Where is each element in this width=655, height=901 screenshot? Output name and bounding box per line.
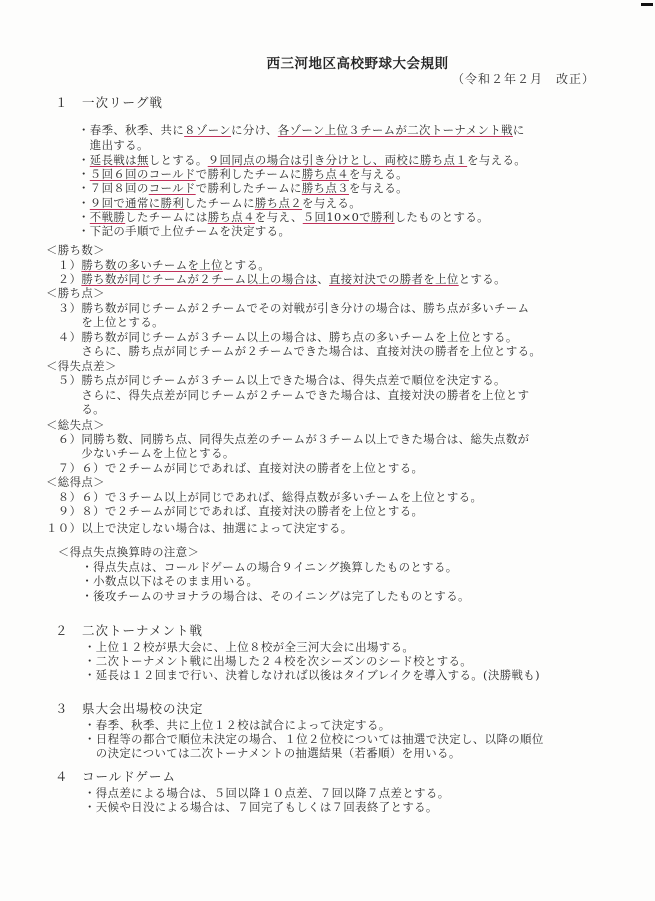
text-segment: ・後攻チームのサヨナラの場合は、そのイニングは完了したものとする。: [46, 589, 470, 603]
text-segment: ・: [78, 167, 90, 181]
text-segment: 少ないチームを上位とする。: [46, 446, 235, 460]
scan-corner-mark: [641, 3, 653, 6]
ranking-rule-line: [46, 545, 199, 559]
text-segment: を与える。: [302, 196, 362, 210]
ranking-rule-line: [46, 589, 470, 603]
underlined-text: 延長戦は無: [89, 153, 149, 167]
text-segment: ＜得点失点換算時の注意＞: [46, 545, 200, 559]
text-segment: ・春季、秋季、共に: [78, 123, 185, 137]
section-3-line: ・日程等の都合で順位未決定の場合、１位２位校については抽選で決定し、以降の順位: [84, 732, 544, 746]
text-segment: ８）６）で３チーム以上が同じであれば、総得点数が多いチームを上位とする。: [46, 490, 483, 504]
section-3-line: の決定については二次トーナメントの抽選結果（若番順）を用いる。: [84, 746, 461, 760]
underlined-text: 勝ち点３: [301, 181, 349, 195]
text-segment: ７）６）で２チームが同じであれば、直接対決の勝者を上位とする。: [46, 461, 424, 475]
underlined-text: 各ゾーン上位３チームが二次トーナメント戦: [277, 123, 513, 137]
text-segment: ＜勝ち数＞: [46, 243, 105, 257]
section-1-line: [78, 153, 526, 167]
section-1-line: [78, 224, 290, 238]
underlined-text: ５回６回のコールド: [89, 167, 196, 181]
section-3-heading: ３ 県大会出場校の決定: [55, 701, 204, 716]
section-2-heading: ２ 二次トーナメント戦: [55, 623, 204, 638]
ranking-rule-line: [46, 402, 105, 416]
text-segment: ６）同勝ち数、同勝ち点、同得失点差のチームが３チーム以上できた場合は、総失点数が: [46, 432, 530, 446]
text-segment: ・: [78, 196, 90, 210]
text-segment: ＜総失点＞: [46, 418, 105, 432]
ranking-rule-line: [46, 432, 529, 446]
underlined-text: 勝ち点４: [207, 210, 255, 224]
section-2-line: ・延長は１２回まで行い、決着しなければ以後はタイブレイクを導入する。(決勝戦も): [84, 668, 540, 682]
ranking-rule-line: [46, 504, 423, 518]
text-segment: ・得点失点は、コールドゲームの場合９イニング換算したものとする。: [46, 560, 458, 574]
ranking-rule-line: [46, 521, 353, 535]
text-segment: １０）以上で決定しない場合は、抽選によって決定する。: [46, 521, 353, 535]
ranking-rule-line: [46, 344, 541, 358]
text-segment: ２）: [46, 272, 82, 286]
underlined-text: ９回同点の場合は引き分けとし、両校に勝ち点１: [207, 153, 468, 167]
text-segment: で勝利したチームに: [195, 181, 302, 195]
ranking-rule-line: [46, 301, 529, 315]
text-segment: さらに、勝ち点が同じチームが２チームできた場合は、直接対決の勝者を上位とする。: [46, 344, 542, 358]
section-1-line: [78, 210, 489, 224]
ranking-rule-line: [46, 461, 423, 475]
section-1-line: [78, 196, 361, 210]
text-segment: ４）勝ち数が同じチームが３チーム以上の場合は、勝ち点の多いチームを上位とする。: [46, 330, 518, 344]
text-segment: さらに、得失点差が同じチームが２チームできた場合は、直接対決の勝者を上位とす: [46, 388, 530, 402]
text-segment: を与える。: [348, 181, 408, 195]
text-segment: したチームには: [125, 210, 208, 224]
ranking-rule-line: [46, 373, 506, 387]
underlined-text: 勝ち点４: [301, 167, 349, 181]
text-segment: に: [512, 123, 525, 137]
ranking-rule-line: [46, 258, 270, 272]
text-segment: 、: [317, 272, 329, 286]
underlined-text: ５回10×0で勝利: [302, 210, 395, 224]
ranking-rule-line: [46, 315, 164, 329]
text-segment: ＜勝ち点＞: [46, 286, 105, 300]
ranking-rule-line: [46, 574, 258, 588]
text-segment: したものとする。: [394, 210, 489, 224]
ranking-rule-line: [46, 286, 105, 300]
ranking-rule-line: [46, 388, 529, 402]
section-1-line: [78, 181, 408, 195]
text-segment: を与える。: [348, 167, 408, 181]
underlined-text: コールド: [148, 181, 196, 195]
underlined-text: 勝ち数の多いチームを上位: [81, 258, 223, 272]
text-segment: を与える。: [467, 153, 527, 167]
ranking-rule-line: [46, 243, 105, 257]
text-segment: 進出する。: [78, 138, 149, 152]
underlined-text: 不戦勝: [89, 210, 126, 224]
ranking-rule-line: [46, 330, 518, 344]
text-segment: ・７回８回の: [78, 181, 149, 195]
text-segment: を上位とする。: [46, 315, 164, 329]
text-segment: とする。: [222, 258, 271, 272]
underlined-text: ８ゾーン: [184, 123, 232, 137]
section-4-heading: ４ コールドゲーム: [55, 769, 177, 784]
section-2-line: ・上位１２校が県大会に、上位８校が全三河大会に出場する。: [84, 640, 415, 654]
underlined-text: 勝ち数が同じチームが２チーム以上の場合は: [81, 272, 318, 286]
text-segment: ・下記の手順で上位チームを決定する。: [78, 224, 291, 238]
section-2-line: ・二次トーナメント戦に出場した２４校を次シーズンのシード校とする。: [84, 654, 473, 668]
underlined-text: ９回で通常に勝利: [89, 196, 185, 210]
section-1-heading: １ 一次リーグ戦: [55, 95, 164, 110]
text-segment: したチームに: [184, 196, 255, 210]
text-segment: ３）勝ち数が同じチームが２チームでその対戦が引き分けの場合は、勝ち点が多いチーム: [46, 301, 530, 315]
section-3-line: ・春季、秋季、共に上位１２校は試合によって決定する。: [84, 718, 391, 732]
ranking-rule-line: [46, 418, 105, 432]
section-1-line: [78, 138, 149, 152]
underlined-text: 勝ち点２: [254, 196, 303, 210]
text-segment: とする。: [458, 272, 506, 286]
text-segment: る。: [46, 402, 105, 416]
section-1-line: [78, 123, 525, 137]
document-title: 西三河地区高校野球大会規則: [266, 56, 449, 72]
underlined-text: 直接対決での勝者を上位: [329, 272, 459, 286]
section-4-line: ・得点差による場合は、５回以降１０点差、７回以降７点差とする。: [84, 786, 450, 800]
text-segment: に分け、: [231, 123, 278, 137]
text-segment: しとする。: [148, 153, 208, 167]
text-segment: を与え、: [254, 210, 303, 224]
text-segment: ９）８）で２チームが同じであれば、直接対決の勝者を上位とする。: [46, 504, 424, 518]
ranking-rule-line: [46, 272, 506, 286]
text-segment: ５）勝ち点が同じチームが３チーム以上できた場合は、得失点差で順位を決定する。: [46, 373, 506, 387]
ranking-rule-line: [46, 490, 482, 504]
text-segment: ＜総得点＞: [46, 475, 105, 489]
text-segment: ・: [78, 210, 90, 224]
text-segment: ・: [78, 153, 90, 167]
section-1-line: [78, 167, 408, 181]
text-segment: で勝利したチームに: [195, 167, 302, 181]
section-4-line: ・天候や日没による場合は、７回完了もしくは７回表終了とする。: [84, 800, 438, 814]
ranking-rule-line: [46, 359, 117, 373]
ranking-rule-line: [46, 446, 235, 460]
text-segment: ＜得失点差＞: [46, 359, 117, 373]
ranking-rule-line: [46, 475, 105, 489]
text-segment: １）: [46, 258, 82, 272]
text-segment: ・小数点以下はそのまま用いる。: [46, 574, 259, 588]
revision-date: （令和２年２月 改正）: [452, 72, 596, 86]
ranking-rule-line: [46, 560, 458, 574]
